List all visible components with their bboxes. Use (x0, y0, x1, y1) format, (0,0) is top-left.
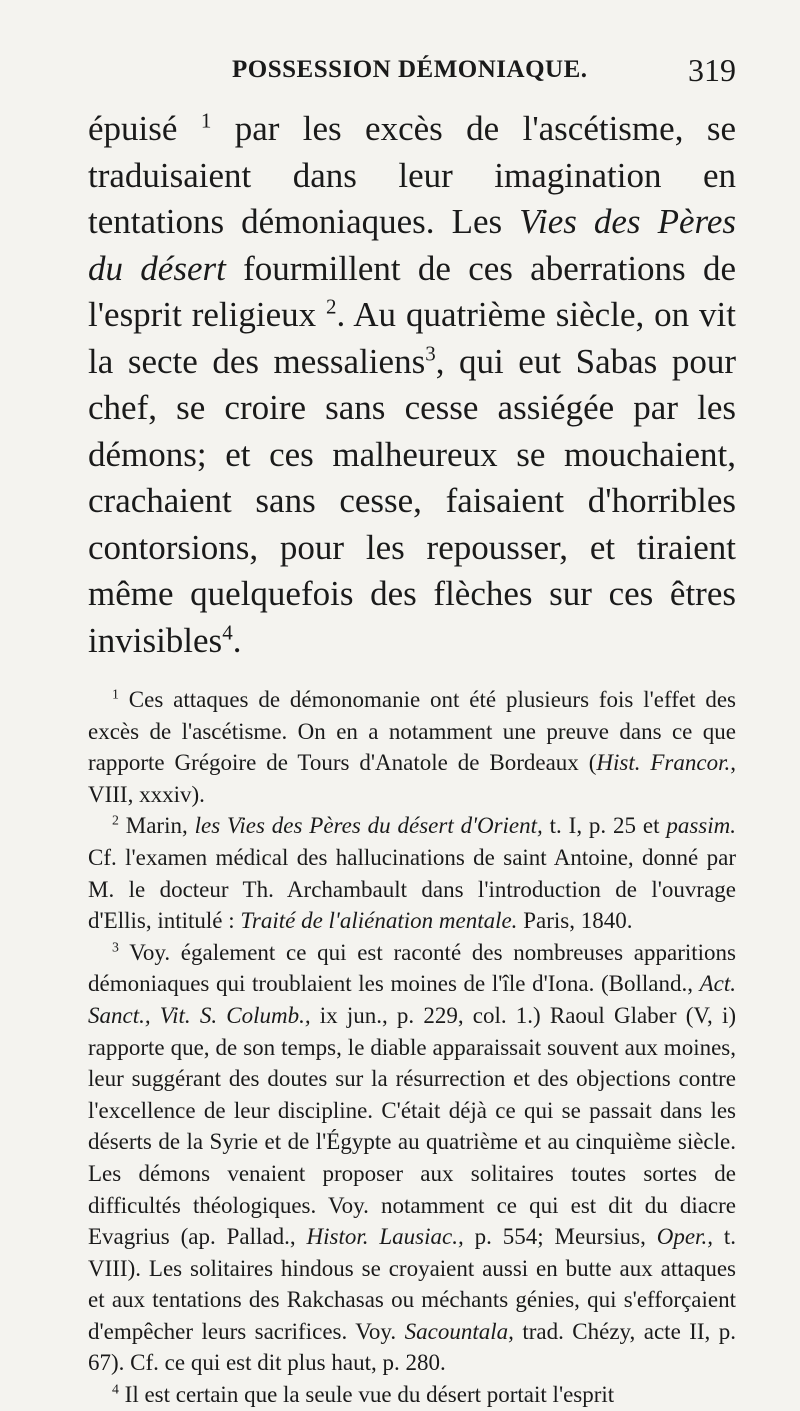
footnote-number: 4 (112, 1381, 119, 1397)
text-run: , qui eut Sabas pour chef, se croire sans cesse assiégée par les démons; et ces malheureux se mouchaient, crachaient sans cesse, faisaient d'horribles contorsions, pour les repousser, et tiraient même quelquefois des flèches sur ces êtres invisibles (88, 341, 736, 660)
footnote-2 (88, 810, 736, 936)
text-run: épuisé (88, 109, 201, 148)
text-run: Il est certain que la seule vue du désert portait l'esprit (118, 1382, 615, 1408)
footnote-3 (88, 937, 736, 1379)
italic-ref: Traité de l'aliénation mentale. (240, 908, 518, 934)
footnote-number: 3 (112, 939, 119, 955)
text-run: . (232, 620, 242, 660)
italic-ref: passim. (666, 813, 737, 839)
text-run: Paris, 1840. (517, 908, 633, 934)
footnote-1 (88, 684, 736, 810)
footnote-4 (88, 1379, 736, 1411)
text-run: t. VIII). Les solitaires hindous se croyaient aussi en butte aux attaques et aux tentations des Rakchasas ou méchants génies, qui s'efforçaient d'empêcher leurs sacrifices. Voy. (88, 1224, 736, 1344)
text-run: trad. Chézy, acte II, p. 67). Cf. ce qui est dit plus haut, p. 280. (88, 1318, 736, 1376)
footnote-ref-1: 1 (200, 108, 212, 133)
text-run: Voy. également ce qui est raconté des nombreuses apparitions démoniaques qui troublaient les moines de l'île d'Iona. (Bolland., (88, 939, 736, 997)
italic-ref: Sacountala, (404, 1318, 514, 1344)
text-run: ix jun., p. 229, col. 1.) Raoul Glaber (V, i) rapporte que, de son temps, le diable apparaissait souvent aux moines, leur suggérant des doutes sur la résurrection et des objections contre l'excellence de leur discipline. C'était déjà ce qui se passait dans les déserts de la Syrie et de l'Égypte au quatrième et au cinquième siècle. Les démons venaient proposer aux solitaires toutes sortes de difficultés théologiques. Voy. notamment ce qui est dit du diacre Evagrius (ap. Pallad., (88, 1002, 736, 1250)
text-run: Marin, (118, 813, 195, 839)
italic-ref: Hist. Francor. (596, 750, 731, 776)
italic-ref: Histor. Lausiac., (306, 1224, 464, 1250)
main-paragraph (88, 106, 736, 664)
italic-ref: Act. Sanct., Vit. S. Columb., (88, 971, 736, 1028)
text-run: t. I, p. 25 et (542, 813, 667, 839)
italic-ref: les Vies des Pères du désert d'Orient, (194, 813, 543, 839)
footnote-ref-2: 2 (326, 294, 337, 319)
footnote-number: 1 (112, 686, 119, 702)
footnotes (88, 684, 736, 1411)
page-number: 319 (688, 52, 736, 88)
footnote-ref-4: 4 (222, 619, 233, 644)
text-run: Cf. l'examen médical des hallucinations de saint Antoine, donné par M. le docteur Th. Archambault dans l'introduction de l'ouvrage d'Ellis, intitulé : (88, 844, 736, 934)
text-run: Ces attaques de démonomanie ont été plusieurs fois l'effet des excès de l'ascétisme. On en a notamment une preuve dans ce que rapporte Grégoire de Tours d'Anatole de Bordeaux ( (88, 687, 736, 776)
text-run: . Au quatrième siècle, on vit la secte des messaliens (88, 295, 737, 381)
footnote-number: 2 (112, 812, 119, 828)
footnote-ref-3: 3 (425, 340, 436, 365)
text-run: p. 554; Meursius, (463, 1224, 657, 1250)
text-run: par les excès de l'ascétisme, se traduisaient dans leur imagination en tentations démoniaques. Les (88, 109, 736, 241)
text-run: , VIII, xxxiv). (88, 750, 736, 807)
chapter-title: POSSESSION DÉMONIAQUE. (232, 56, 588, 83)
text-run: fourmillent de ces aberrations de l'esprit religieux (88, 248, 736, 334)
italic-ref: Oper., (656, 1224, 713, 1250)
running-head (88, 52, 736, 100)
italic-title: Vies des Pères du désert (88, 202, 736, 288)
